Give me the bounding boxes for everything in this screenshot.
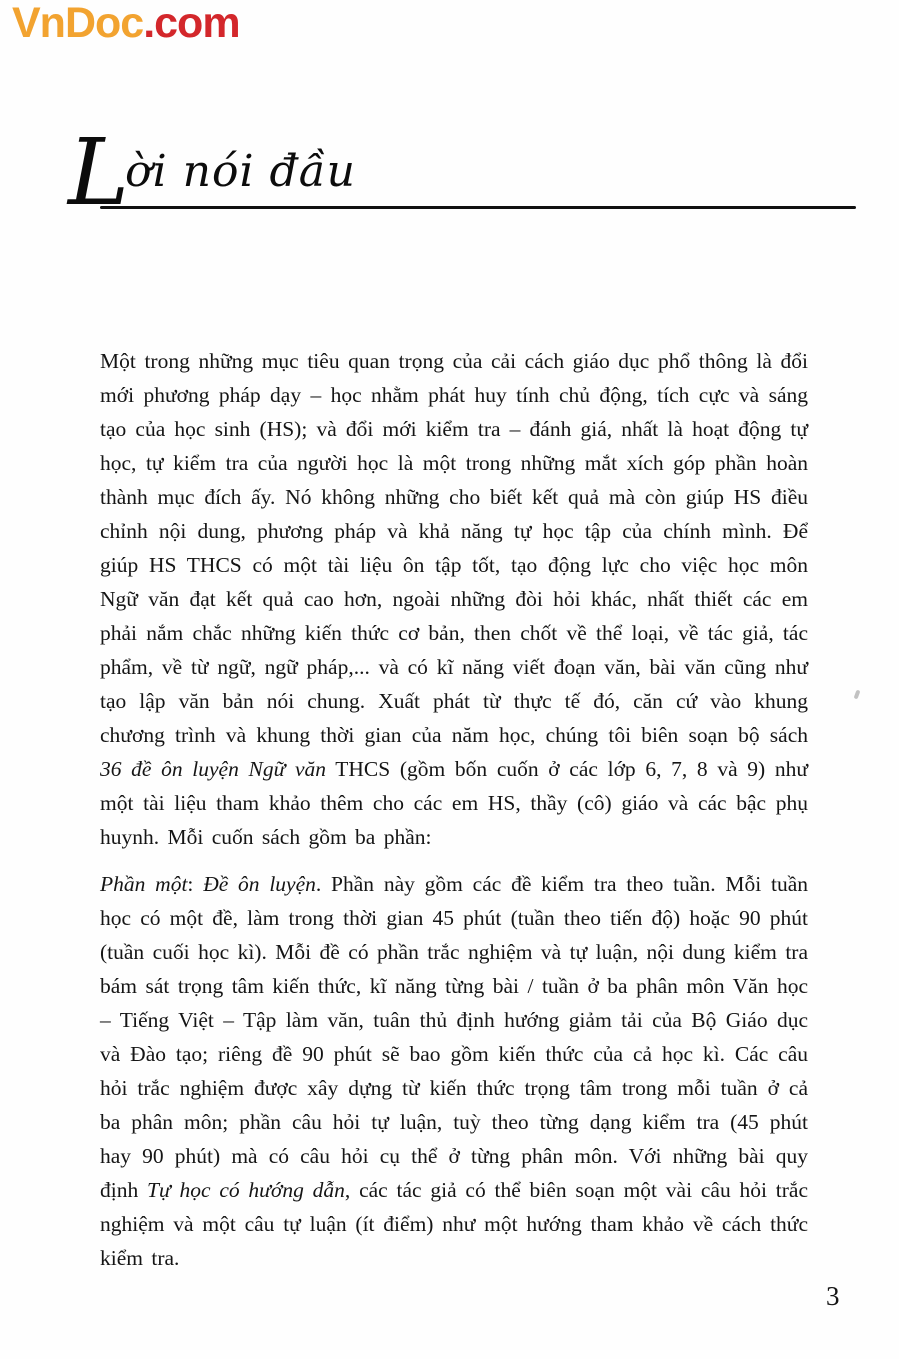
scan-artifact xyxy=(854,690,861,700)
chapter-heading xyxy=(68,119,858,226)
text-segment: Tự học có hướng dẫn xyxy=(147,1178,345,1202)
page-number: 3 xyxy=(826,1281,840,1311)
logo-tld-text: .com xyxy=(143,0,240,47)
logo-brand-text: VnDoc xyxy=(12,0,144,47)
text-segment: : xyxy=(187,872,204,896)
vndoc-logo xyxy=(12,2,240,45)
text-segment: THCS (gồm bốn cuốn ở các lớp 6, 7, 8 và 9) như một tài liệu tham khảo thêm cho các em HS, thầy (cô) giáo và các bậc phụ huynh. Mỗi cuốn sách gồm ba phần: xyxy=(100,757,808,849)
body-text xyxy=(100,344,808,1288)
paragraph xyxy=(100,344,808,854)
text-segment: Phần một xyxy=(100,872,188,896)
text-segment: , các tác giả có thể biên soạn một vài câu hỏi trắc nghiệm và một câu tự luận (ít điểm) như một hướng tham khảo về cách thức kiểm tra. xyxy=(100,1178,808,1270)
text-segment: Đề ôn luyện xyxy=(203,872,316,896)
heading-rest-text: ời nói đầu xyxy=(125,146,356,197)
heading-title xyxy=(68,119,356,226)
heading-initial-letter: L xyxy=(68,119,126,226)
text-segment: 36 đề ôn luyện Ngữ văn xyxy=(100,757,326,781)
paragraph xyxy=(100,867,808,1275)
text-segment: . Phần này gồm các đề kiểm tra theo tuần. Mỗi tuần học có một đề, làm trong thời gian 45 phút (tuần theo tiến độ) hoặc 90 phút (tuần cuối học kì). Mỗi đề có phần trắc nghiệm và tự luận, nội dung kiểm tra bám sát trọng tâm kiến thức, kĩ năng từng bài / tuần ở ba phân môn Văn học – Tiếng Việt – Tập làm văn, tuân thủ định hướng giảm tải của Bộ Giáo dục và Đào tạo; riêng đề 90 phút sẽ bao gồm kiến thức của cả học kì. Các câu hỏi trắc nghiệm được xây dựng từ kiến thức trọng tâm trong mỗi tuần ở cả ba phân môn; phần câu hỏi tự luận, tuỳ theo từng dạng kiểm tra (45 phút hay 90 phút) mà có câu hỏi cụ thể ở từng phân môn. Với những bài quy định xyxy=(100,872,808,1202)
text-segment: Một trong những mục tiêu quan trọng của cải cách giáo dục phổ thông là đổi mới phương pháp dạy – học nhằm phát huy tính chủ động, tích cực và sáng tạo của học sinh (HS); và đổi mới kiểm tra – đánh giá, nhất là hoạt động tự học, tự kiểm tra của người học là một trong những mắt xích góp phần hoàn thành mục đích ấy. Nó không những cho biết kết quả mà còn giúp HS điều chỉnh nội dung, phương pháp và khả năng tự học tập của chính mình. Để giúp HS THCS có một tài liệu ôn tập tốt, tạo động lực cho việc học môn Ngữ văn đạt kết quả cao hơn, ngoài những đòi hỏi khác, nhất thiết các em phải nắm chắc những kiến thức cơ bản, then chốt về thể loại, về tác giả, tác phẩm, về từ ngữ, ngữ pháp,... và có kĩ năng viết đoạn văn, bài văn cũng như tạo lập văn bản nói chung. Xuất phát từ thực tế đó, căn cứ vào khung chương trình và khung thời gian của năm học, chúng tôi biên soạn bộ sách xyxy=(100,349,808,747)
